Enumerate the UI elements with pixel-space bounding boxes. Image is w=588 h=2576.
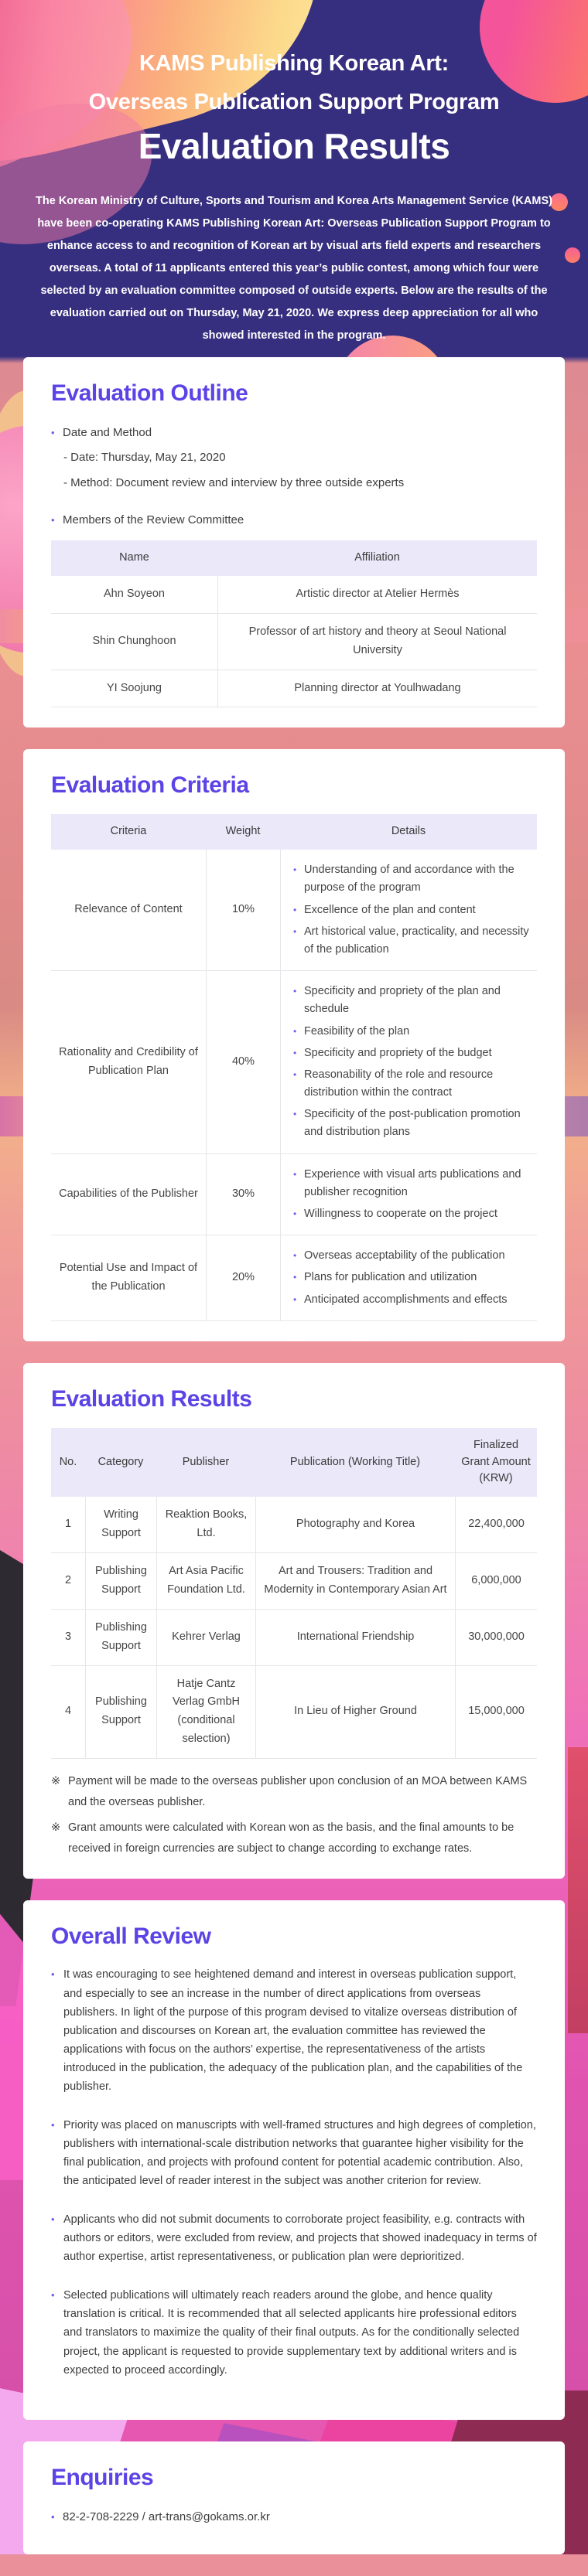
column-header: Affiliation — [217, 540, 537, 576]
evaluation-outline-card — [23, 357, 565, 727]
review-bullet: • It was encouraging to see heightened demand and interest in overseas publication support, and especially to see an increase in the number of direct applications from overseas publishers. In light of the purpose of this program devised to vitalize overseas distribution of publication and discourses on Korean art, the evaluation committee has reviewed the applications with focus on the authors’ expertise, the representativeness of the artists introduced in the publication, the adequacy of the publication plan, and the capabilities of the publisher. — [51, 1965, 537, 2095]
committee-table — [51, 540, 537, 707]
outline-heading: Evaluation Outline — [51, 380, 248, 406]
criteria-cell: Rationality and Credibility of Publication Plan — [51, 971, 206, 1154]
detail-bullet: • Specificity and propriety of the plan and schedule — [293, 983, 534, 1018]
table-cell: Hatje Cantz Verlag GmbH (conditional selection) — [156, 1666, 255, 1760]
table-cell: Artistic director at Atelier Hermès — [217, 576, 537, 614]
detail-bullet: • Specificity of the post-publication promotion and distribution plans — [293, 1106, 534, 1141]
results-heading: Evaluation Results — [51, 1385, 252, 1412]
detail-bullet: • Specificity and propriety of the budget — [293, 1044, 534, 1062]
page-header — [0, 0, 588, 357]
detail-bullet: • Excellence of the plan and content — [293, 901, 534, 919]
page-title-line-2: Overseas Publication Support Program — [88, 89, 500, 114]
reference-mark: ※ — [51, 1821, 61, 1834]
date-method-label: • Date and Method — [51, 422, 537, 445]
criteria-cell: Relevance of Content — [51, 850, 206, 971]
table-cell: Photography and Korea — [255, 1497, 455, 1553]
table-cell: YI Soojung — [51, 670, 217, 708]
detail-bullet: • Overseas acceptability of the publication — [293, 1247, 534, 1265]
column-header: Publisher — [156, 1428, 255, 1497]
review-heading: Overall Review — [51, 1923, 211, 1950]
weight-cell: 20% — [206, 1235, 280, 1321]
table-cell: Professor of art history and theory at Seoul National University — [217, 614, 537, 670]
table-cell: Art Asia Pacific Foundation Ltd. — [156, 1553, 255, 1610]
criteria-table — [51, 814, 537, 1320]
intro-paragraph: The Korean Ministry of Culture, Sports and Tourism and Korea Arts Management Service (KAMS) have been co-operating KAMS Publishing Korean Art: Overseas Publication Support Program to enhance access to and recognition of Korean art by visual arts field experts and researchers overseas. A total of 11 applicants entered this year’s public contest, among which four were selected by an evaluation committee composed of outside experts. Below are the results of the evaluation carried out on Thursday, May 21, 2020. We express deep appreciation for all who showed interested in the program. — [36, 194, 552, 342]
column-header: Publication (Working Title) — [255, 1428, 455, 1497]
detail-bullet: • Willingness to cooperate on the project — [293, 1205, 534, 1223]
detail-bullet: • Plans for publication and utilization — [293, 1269, 534, 1286]
method-line: - Method: Document review and interview by three outside experts — [63, 475, 405, 489]
detail-bullet: • Understanding of and accordance with the purpose of the program — [293, 861, 534, 897]
note-text: Grant amounts were calculated with Korean won as the basis, and the final amounts to be received in foreign currencies are subject to change according to exchange rates. — [68, 1821, 514, 1855]
results-table — [51, 1428, 537, 1759]
table-cell: 22,400,000 — [455, 1497, 537, 1553]
details-cell — [280, 1154, 537, 1236]
column-header: Details — [280, 814, 537, 850]
committee-label: • Members of the Review Committee — [51, 509, 537, 532]
table-cell: 30,000,000 — [455, 1610, 537, 1666]
table-cell: 3 — [51, 1610, 85, 1666]
evaluation-criteria-card — [23, 749, 565, 1341]
table-cell: Shin Chunghoon — [51, 614, 217, 670]
details-cell — [280, 971, 537, 1154]
column-header: Weight — [206, 814, 280, 850]
table-cell: Publishing Support — [85, 1666, 156, 1760]
criteria-heading: Evaluation Criteria — [51, 772, 249, 799]
spacer — [51, 496, 537, 509]
detail-bullet: • Anticipated accomplishments and effects — [293, 1291, 534, 1309]
review-bullet: • Priority was placed on manuscripts with well-framed structures and high degrees of completion, publishers with international-scale distribution networks that guarantee higher visibility for the final publication, and projects with profound content for potential academic contribution. Also, the anticipated level of reader interest in the subject was another criterion for review. — [51, 2116, 537, 2190]
overall-review-card — [23, 1900, 565, 2419]
column-header: Category — [85, 1428, 156, 1497]
weight-cell: 30% — [206, 1154, 280, 1236]
column-header: Criteria — [51, 814, 206, 850]
page-title-line-1: KAMS Publishing Korean Art: — [138, 51, 450, 76]
evaluation-results-card — [23, 1363, 565, 1879]
contact-line: • 82-2-708-2229 / art-trans@gokams.or.kr — [51, 2506, 537, 2529]
enquiries-card — [23, 2441, 565, 2555]
table-cell: Reaktion Books, Ltd. — [156, 1497, 255, 1553]
weight-cell: 40% — [206, 971, 280, 1154]
table-cell: 2 — [51, 1553, 85, 1610]
table-cell: 15,000,000 — [455, 1666, 537, 1760]
spacer — [51, 1759, 537, 1767]
criteria-cell: Capabilities of the Publisher — [51, 1154, 206, 1236]
details-cell — [280, 850, 537, 971]
table-cell: Art and Trousers: Tradition and Modernity in Contemporary Asian Art — [255, 1553, 455, 1610]
table-cell: In Lieu of Higher Ground — [255, 1666, 455, 1760]
criteria-cell: Potential Use and Impact of the Publication — [51, 1235, 206, 1321]
review-bullet: • Applicants who did not submit documents to corroborate project feasibility, e.g. contracts with authors or editors, were excluded from review, and projects that showed inadequacy in terms of author expertise, artist representativeness, or publication plan were deprioritized. — [51, 2210, 537, 2266]
review-bullet: • Selected publications will ultimately reach readers around the globe, and hence quality translation is critical. It is recommended that all selected applicants hire professional editors and translators to maximize the quality of their final outputs. As for the conditionally selected project, the applicant is requested to provide supplementary text by additional writers and is expected to proceed accordingly. — [51, 2286, 537, 2379]
note-text: Payment will be made to the overseas publisher upon conclusion of an MOA between KAMS and the overseas publisher. — [68, 1775, 528, 1809]
table-cell: Publishing Support — [85, 1553, 156, 1610]
red-right-strip — [568, 1747, 588, 2033]
date-line: - Date: Thursday, May 21, 2020 — [63, 450, 226, 464]
reference-mark: ※ — [51, 1775, 61, 1788]
column-header: Name — [51, 540, 217, 576]
details-cell — [280, 1235, 537, 1321]
detail-bullet: • Reasonability of the role and resource distribution within the contract — [293, 1066, 534, 1102]
column-header: No. — [51, 1428, 85, 1497]
table-cell: Kehrer Verlag — [156, 1610, 255, 1666]
table-cell: 4 — [51, 1666, 85, 1760]
table-cell: 1 — [51, 1497, 85, 1553]
table-cell: International Friendship — [255, 1610, 455, 1666]
detail-bullet: • Feasibility of the plan — [293, 1023, 534, 1041]
table-cell: Ahn Soyeon — [51, 576, 217, 614]
payment-note — [51, 1771, 537, 1813]
table-cell: Writing Support — [85, 1497, 156, 1553]
table-cell: Planning director at Youlhwadang — [217, 670, 537, 708]
column-header: Finalized Grant Amount (KRW) — [455, 1428, 537, 1497]
table-cell: Publishing Support — [85, 1610, 156, 1666]
table-cell: 6,000,000 — [455, 1553, 537, 1610]
detail-bullet: • Art historical value, practicality, and necessity of the publication — [293, 923, 534, 959]
page-title-main: Evaluation Results — [138, 125, 450, 166]
detail-bullet: • Experience with visual arts publications and publisher recognition — [293, 1166, 534, 1201]
grant-note — [51, 1818, 537, 1859]
enquiries-heading: Enquiries — [51, 2464, 154, 2490]
weight-cell: 10% — [206, 850, 280, 971]
